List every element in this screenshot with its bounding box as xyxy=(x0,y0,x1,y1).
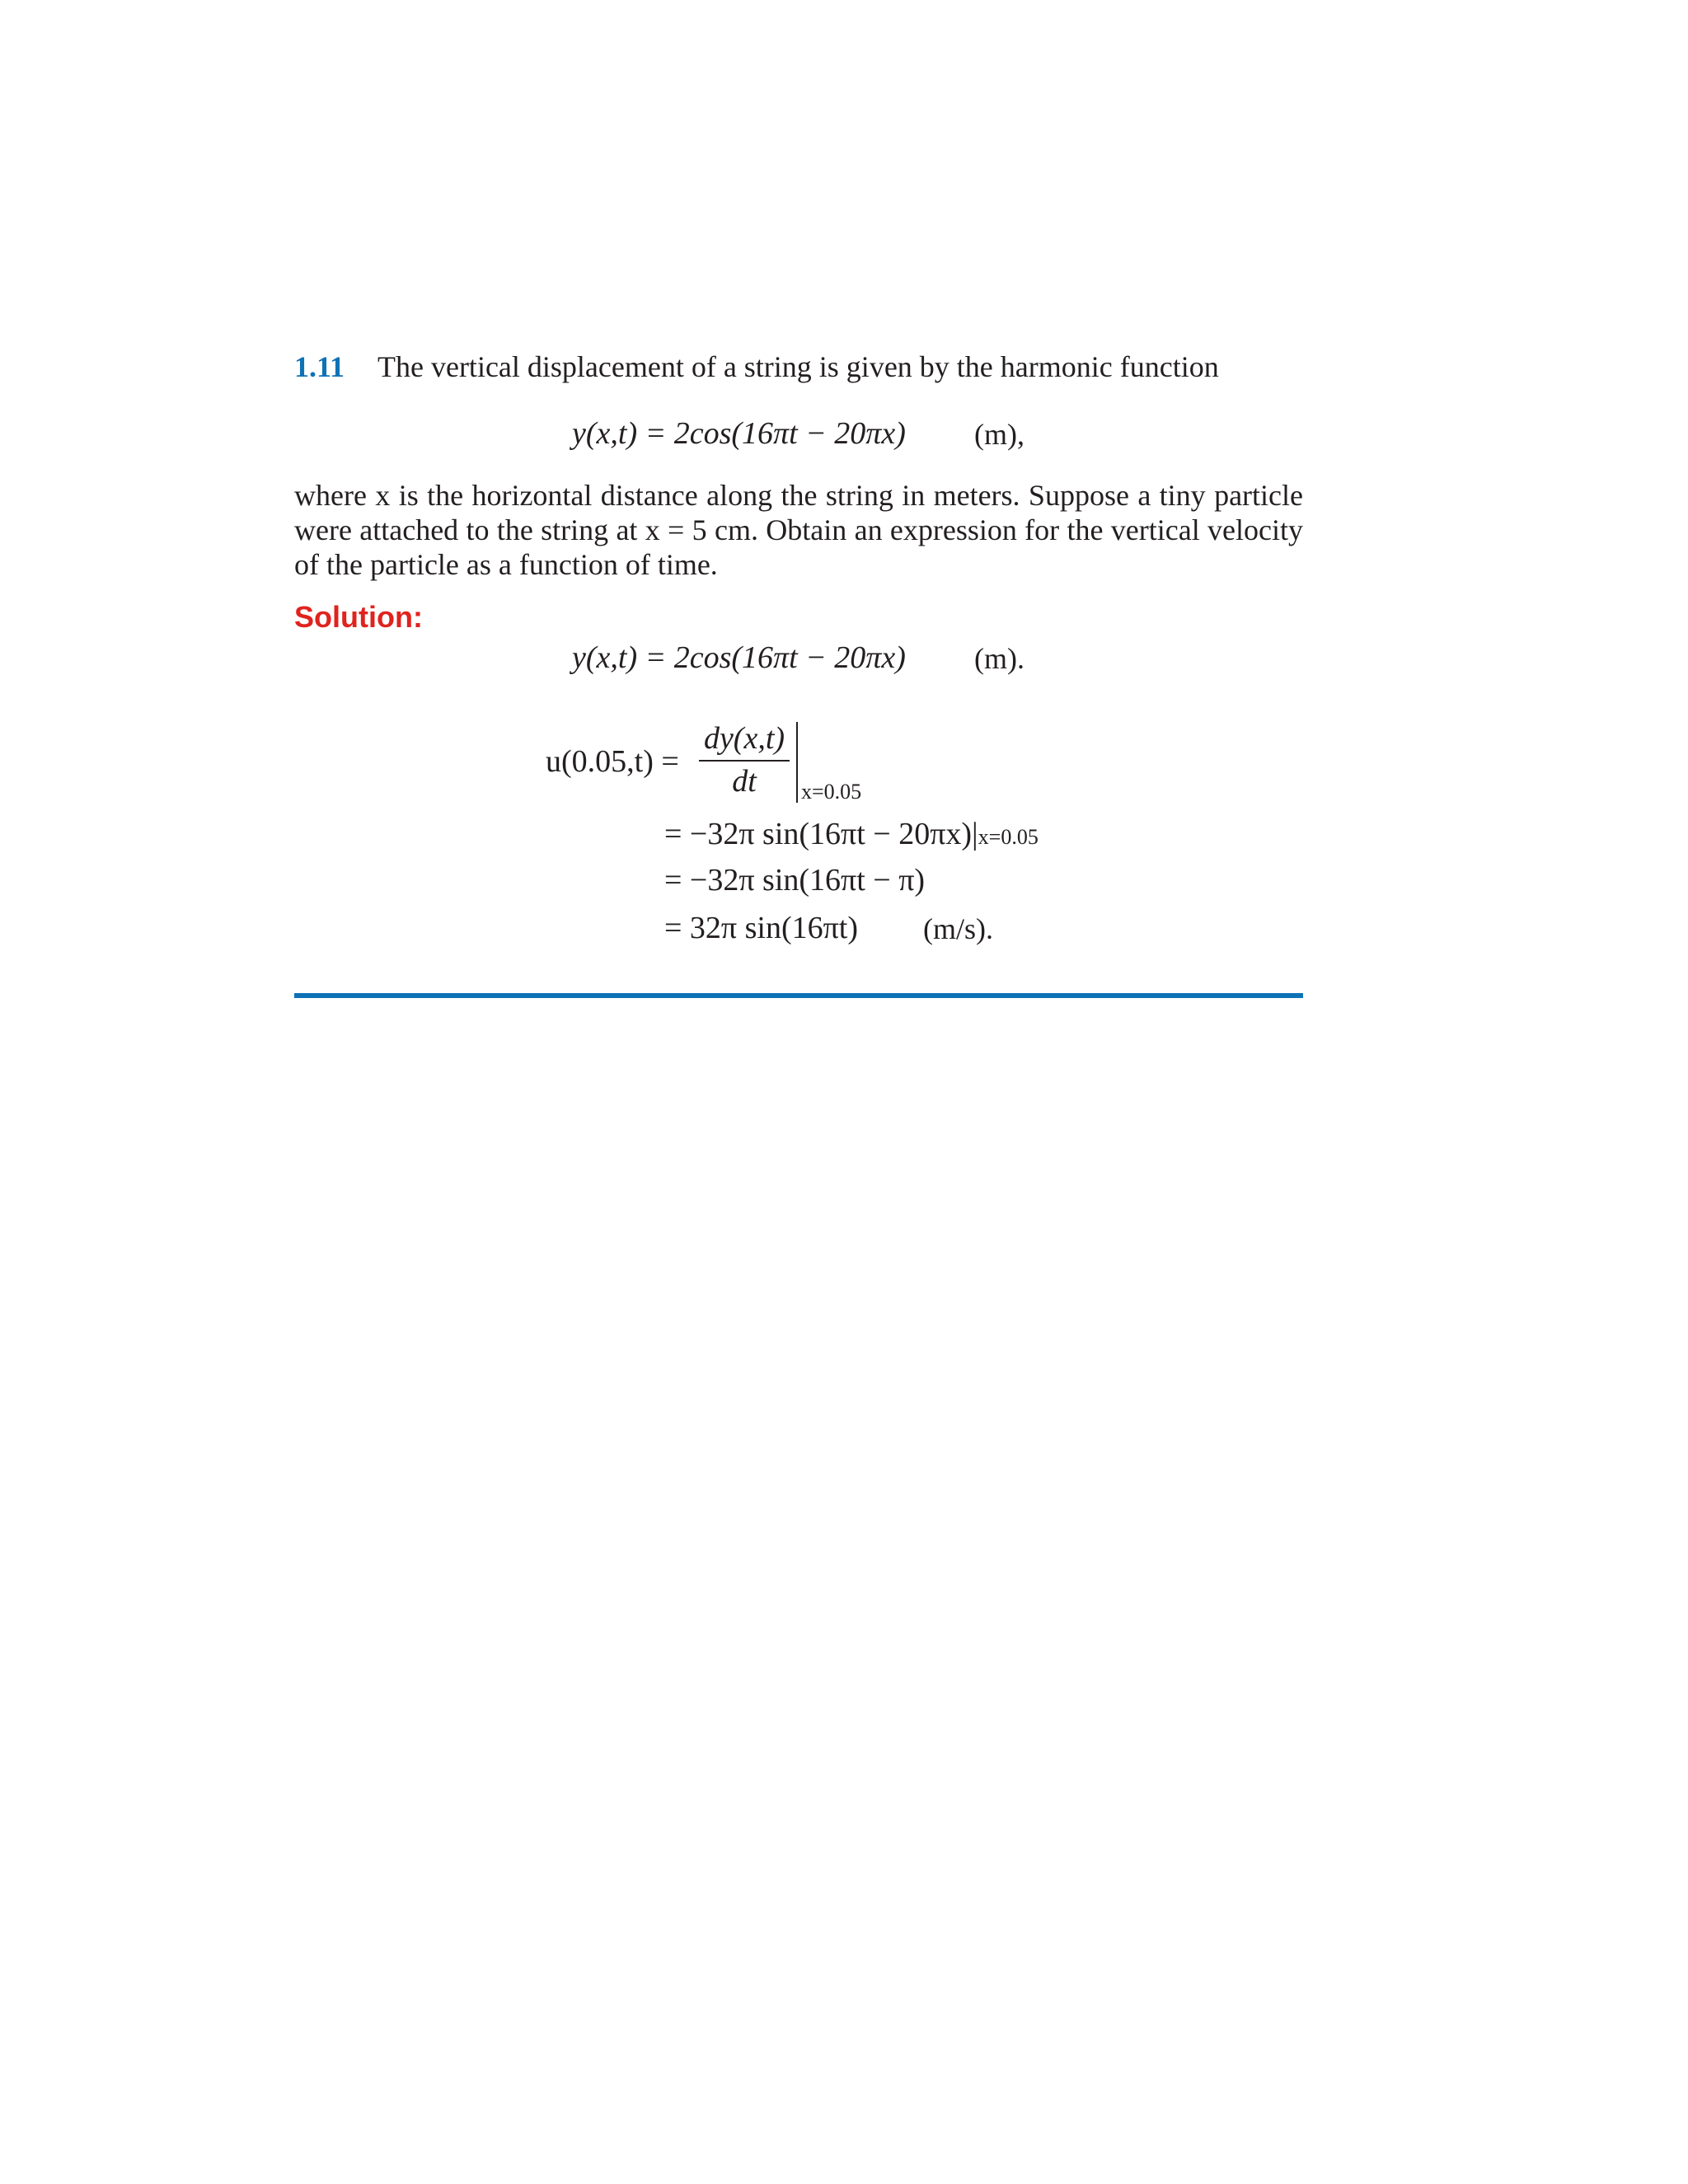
paragraph-line-2: were attached to the string at x = 5 cm. Obtain an expression for the vertical velocity xyxy=(294,513,1303,546)
paragraph-line-1: where x is the horizontal distance along the string in meters. Suppose a tiny particle xyxy=(294,479,1303,512)
evaluation-bar xyxy=(796,722,798,803)
solution-equation: y(x,t) = 2cos(16πt − 20πx) xyxy=(572,640,906,675)
problem-paragraph xyxy=(294,478,1303,582)
solution-label: Solution: xyxy=(294,600,423,634)
paragraph-line-3: of the particle as a function of time. xyxy=(294,548,718,581)
fraction-denominator: dt xyxy=(732,764,757,799)
fraction-bar xyxy=(699,760,790,762)
step-2-expression: = −32π sin(16πt − 20πx)| xyxy=(664,817,978,851)
derivation-step-2 xyxy=(664,816,1039,852)
problem-statement-lead: The vertical displacement of a string is given by the harmonic function xyxy=(377,350,1219,383)
evaluation-subscript: x=0.05 xyxy=(801,780,862,804)
problem-equation: y(x,t) = 2cos(16πt − 20πx) xyxy=(572,416,906,451)
problem-number: 1.11 xyxy=(294,350,345,383)
section-divider xyxy=(294,993,1303,998)
derivation-step-4: = 32π sin(16πt) xyxy=(664,911,859,945)
solution-equation-unit: (m). xyxy=(974,642,1025,675)
step-4-unit: (m/s). xyxy=(923,912,993,945)
velocity-lhs: u(0.05,t) = xyxy=(546,744,679,779)
step-2-subscript: x=0.05 xyxy=(978,825,1039,849)
derivation-step-3: = −32π sin(16πt − π) xyxy=(664,863,926,898)
problem-equation-unit: (m), xyxy=(974,418,1025,451)
fraction-numerator: dy(x,t) xyxy=(703,721,785,756)
